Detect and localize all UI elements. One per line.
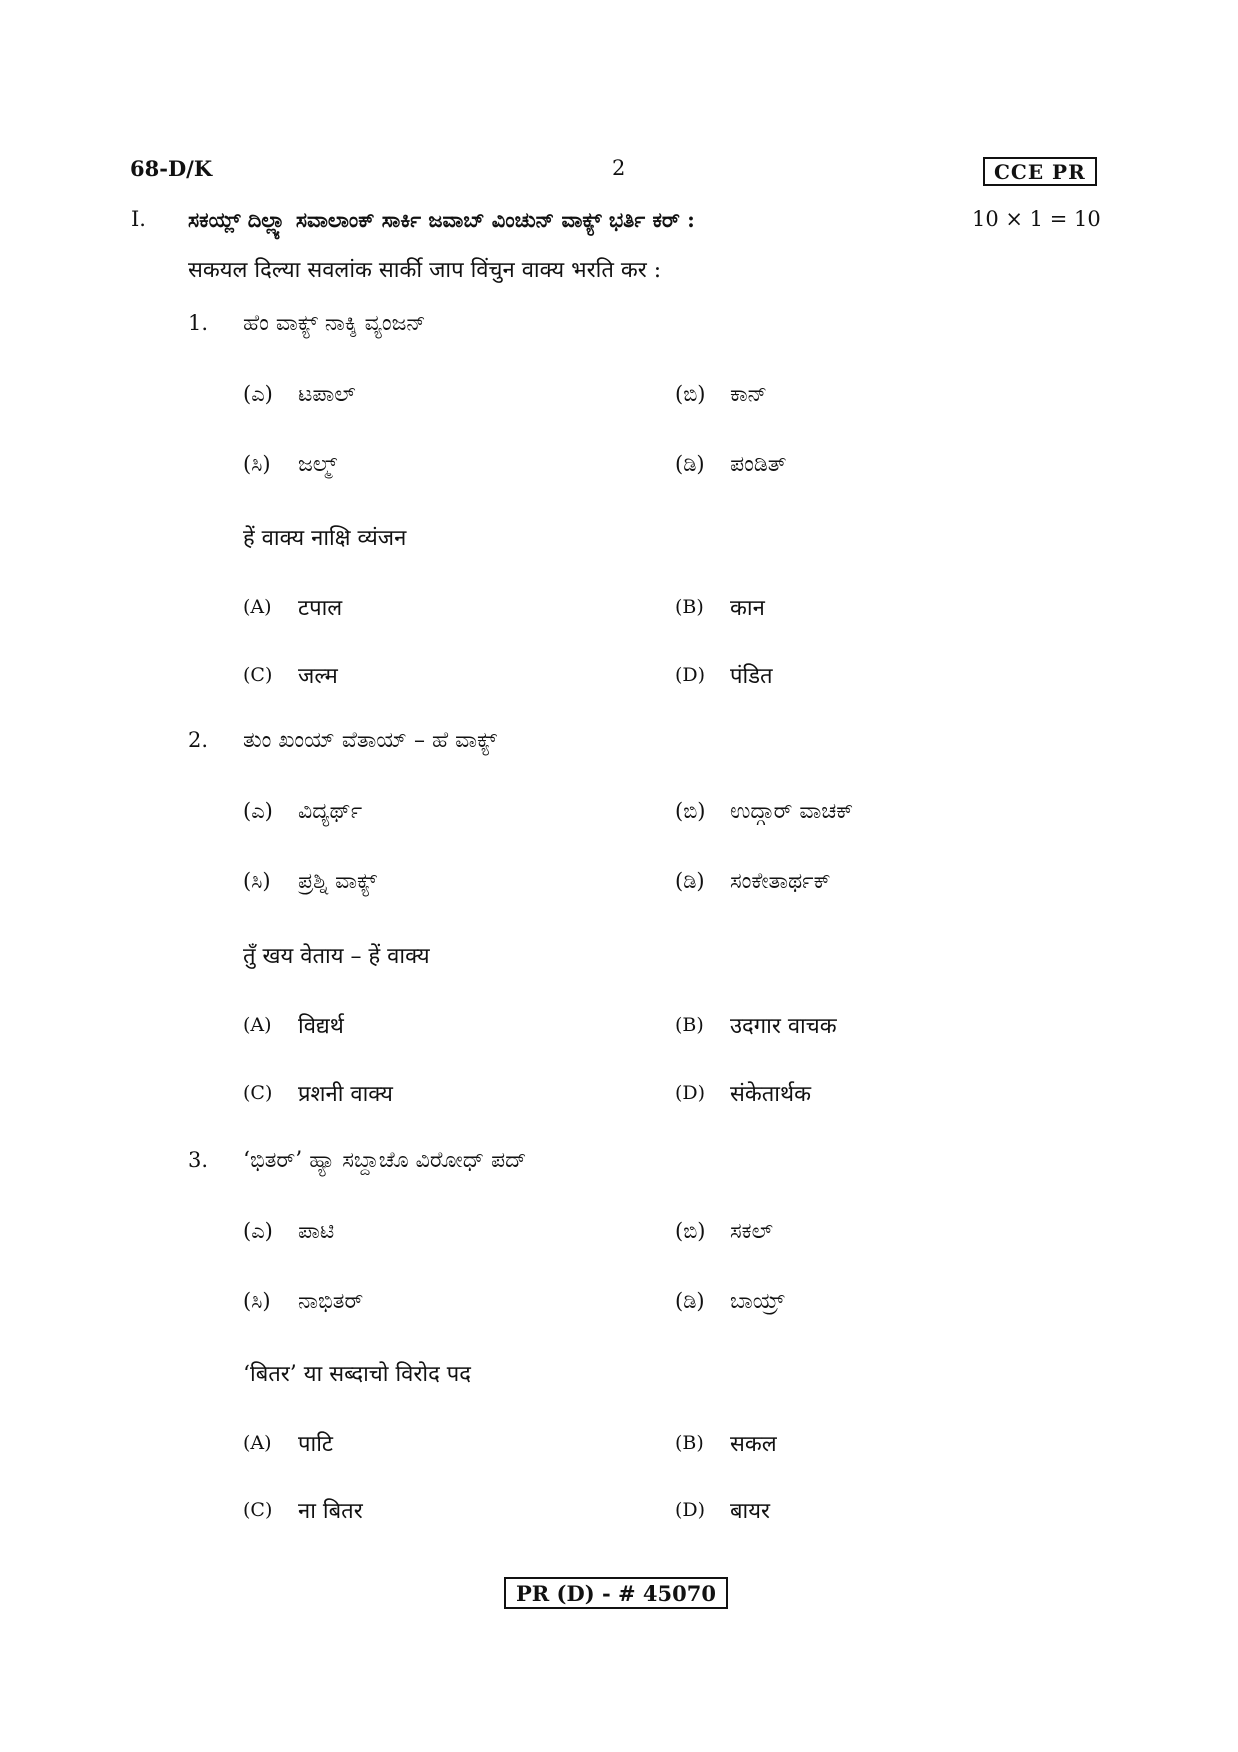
question-text-devanagari: तुँ खय वेताय – हें वाक्य [243,944,430,969]
option-label: (ಎ) [243,382,273,406]
footer-code-badge: PR (D) - # 45070 [504,1577,728,1609]
option-text: सकल [730,1432,777,1457]
option-label: (B) [675,1432,704,1454]
option-label: (D) [675,1082,706,1104]
option-label: (ಡಿ) [675,869,705,893]
question-number: 2. [188,728,209,752]
option-text: पंडित [730,664,773,689]
option-label: (ಸಿ) [243,1289,271,1313]
question-number: 3. [188,1148,209,1172]
option-text: ಪಾಟಿ [298,1219,335,1244]
option-label: (ಡಿ) [675,1289,705,1313]
option-text: ಸಂಕೇತಾರ್ಥಕ್ [730,869,831,894]
option-label: (C) [243,1082,273,1104]
option-text: ಕಾನ್ [730,382,768,407]
section-instruction-devanagari: सकयल दिल्या सवलांक सार्की जाप विंचुन वाक्य भरति कर : [188,258,662,283]
option-text: ಬಾಯ್ರ್ [730,1289,785,1314]
option-text: ಸಕಲ್ [730,1219,773,1244]
question-number: 1. [188,311,209,335]
option-label: (A) [243,596,272,618]
section-instruction-kannada: ಸಕಯ್ಲ್ ದಿಲ್ಲ್ಯಾ ಸವಾಲಾಂಕ್ ಸಾರ್ಕಿ ಜವಾಬ್ ವಿಂಚುನ್ ವಾಕ್ಯ್ ಭರ್ತಿ ಕರ್ : [188,207,695,232]
option-label: (B) [675,596,704,618]
option-text: ಟಪಾಲ್ [298,382,356,407]
question-text-devanagari: ‘बितर’ या सब्दाचो विरोद पद [243,1362,471,1387]
section-marks: 10 × 1 = 10 [972,207,1101,231]
option-label: (D) [675,664,706,686]
option-label: (ಎ) [243,799,273,823]
option-text: ना बितर [298,1499,363,1524]
option-text: जल्म [298,664,338,689]
option-label: (ಬಿ) [675,382,706,406]
option-text: संकेतार्थक [730,1082,811,1107]
option-label: (C) [243,1499,273,1521]
option-text: टपाल [298,596,343,621]
question-text-kannada: ಹೆಂ ವಾಕ್ಯ್ ನಾಕ್ಶಿ ವ್ಯಂಜನ್ [243,311,426,336]
option-label: (D) [675,1499,706,1521]
option-label: (A) [243,1432,272,1454]
option-text: बायर [730,1499,771,1524]
question-text-devanagari: हें वाक्य नाक्षि व्यंजन [243,526,407,551]
option-text: ನಾಭಿತರ್ [298,1289,364,1314]
option-label: (ಸಿ) [243,452,271,476]
option-text: उदगार वाचक [730,1014,837,1039]
option-text: विद्यर्थ [298,1014,344,1039]
section-number: I. [131,207,146,231]
option-label: (ಬಿ) [675,1219,706,1243]
question-text-kannada: ತುಂ ಖಂಯ್ ವೆತಾಯ್ – ಹೆ ವಾಕ್ಯ್ [243,728,498,753]
option-text: ಪ್ರಶ್ನಿ ವಾಕ್ಯ್ [298,869,378,894]
option-text: पाटि [298,1432,333,1457]
option-text: ಪಂಡಿತ್ [730,452,787,477]
question-text-kannada: ‘ಭಿತರ್’ ಹ್ಯಾ ಸಬ್ದಾಚೊ ವಿರೋಧ್ ಪದ್ [243,1148,527,1173]
option-text: ಜಲ್ಮ್ [298,452,338,477]
option-label: (ಬಿ) [675,799,706,823]
option-text: प्रशनी वाक्य [298,1082,393,1107]
option-label: (A) [243,1014,272,1036]
paper-code: 68-D/K [130,156,213,181]
page-number: 2 [612,156,626,180]
option-text: ವಿದ್ಯರ್ಥ್ [298,799,363,824]
option-label: (ಸಿ) [243,869,271,893]
option-label: (C) [243,664,273,686]
option-text: ಉದ್ಗಾರ್ ವಾಚಕ್ [730,799,854,824]
option-label: (ಡಿ) [675,452,705,476]
option-text: कान [730,596,765,621]
exam-type-badge: CCE PR [983,157,1097,186]
option-label: (B) [675,1014,704,1036]
option-label: (ಎ) [243,1219,273,1243]
